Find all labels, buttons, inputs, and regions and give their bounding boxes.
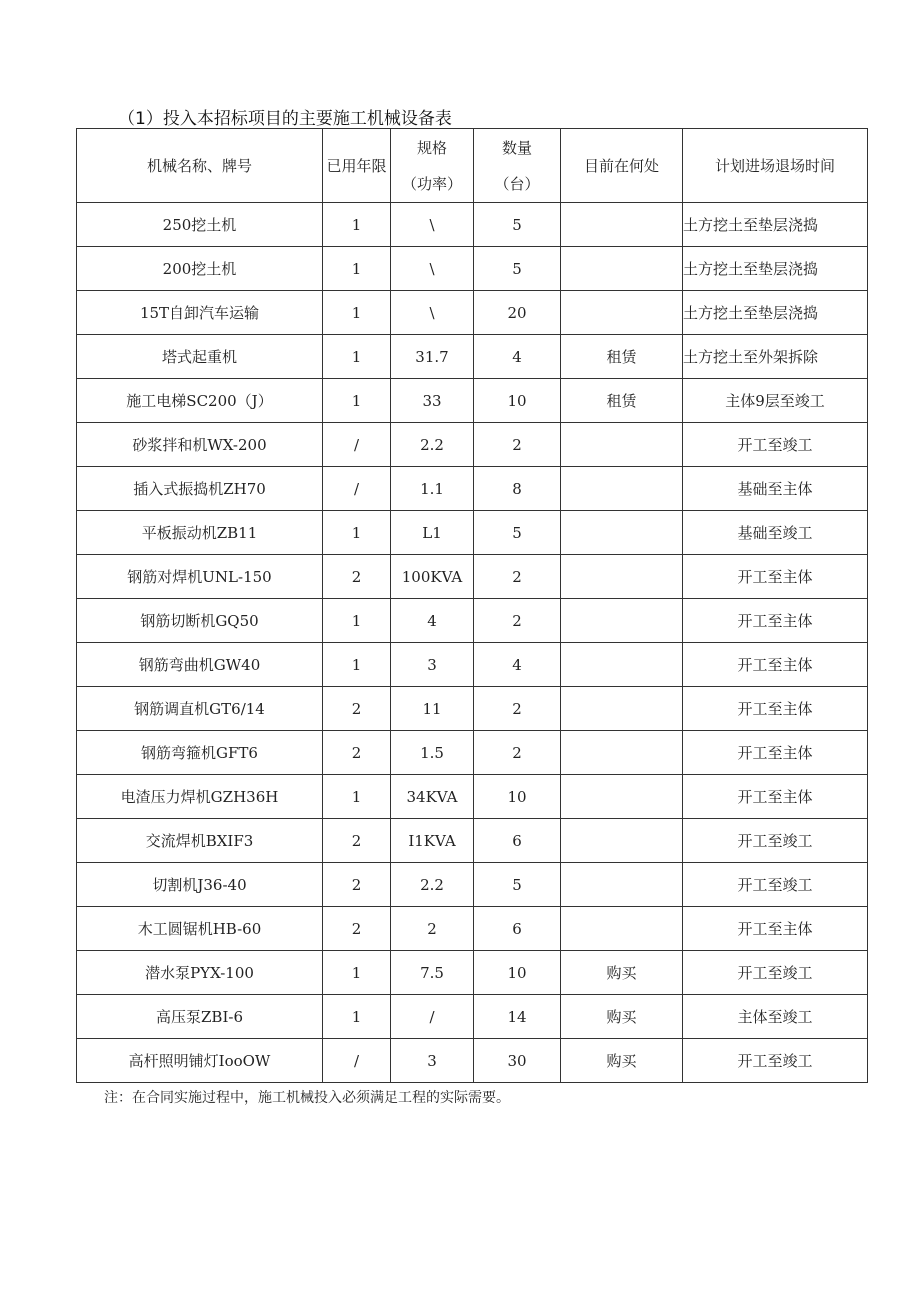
header-qty bbox=[474, 129, 561, 203]
cell-qty: 2 bbox=[474, 599, 561, 643]
cell-schedule: 开工至竣工 bbox=[683, 863, 868, 907]
cell-name: 插入式振捣机ZH70 bbox=[77, 467, 323, 511]
cell-spec: \ bbox=[391, 247, 474, 291]
cell-spec: 2 bbox=[391, 907, 474, 951]
cell-name: 15T自卸汽车运输 bbox=[77, 291, 323, 335]
cell-qty: 6 bbox=[474, 907, 561, 951]
table-row bbox=[77, 687, 868, 731]
cell-spec: 11 bbox=[391, 687, 474, 731]
cell-years: 2 bbox=[323, 907, 391, 951]
cell-spec: \ bbox=[391, 203, 474, 247]
cell-qty: 14 bbox=[474, 995, 561, 1039]
header-years: 已用年限 bbox=[323, 129, 391, 203]
cell-qty: 2 bbox=[474, 423, 561, 467]
table-row bbox=[77, 731, 868, 775]
cell-name: 高杆照明铺灯IooOW bbox=[77, 1039, 323, 1083]
cell-location: 租赁 bbox=[561, 335, 683, 379]
cell-spec: 33 bbox=[391, 379, 474, 423]
equipment-table bbox=[76, 128, 868, 1083]
cell-name: 钢筋弯箍机GFT6 bbox=[77, 731, 323, 775]
cell-name: 钢筋对焊机UNL-150 bbox=[77, 555, 323, 599]
cell-spec: 2.2 bbox=[391, 423, 474, 467]
cell-location bbox=[561, 863, 683, 907]
table-row bbox=[77, 819, 868, 863]
cell-years: 1 bbox=[323, 247, 391, 291]
cell-schedule: 开工至主体 bbox=[683, 775, 868, 819]
cell-location: 购买 bbox=[561, 1039, 683, 1083]
cell-name: 切割机J36-40 bbox=[77, 863, 323, 907]
cell-location: 购买 bbox=[561, 995, 683, 1039]
header-schedule: 计划进场退场时间 bbox=[683, 129, 868, 203]
cell-qty: 4 bbox=[474, 335, 561, 379]
cell-qty: 5 bbox=[474, 203, 561, 247]
cell-years: / bbox=[323, 423, 391, 467]
cell-years: 2 bbox=[323, 731, 391, 775]
header-location: 目前在何处 bbox=[561, 129, 683, 203]
cell-name: 交流焊机BXIF3 bbox=[77, 819, 323, 863]
cell-years: 2 bbox=[323, 555, 391, 599]
table-row bbox=[77, 907, 868, 951]
cell-spec: \ bbox=[391, 291, 474, 335]
table-row bbox=[77, 951, 868, 995]
cell-spec: 31.7 bbox=[391, 335, 474, 379]
cell-qty: 5 bbox=[474, 247, 561, 291]
cell-spec: 1.5 bbox=[391, 731, 474, 775]
cell-years: 2 bbox=[323, 819, 391, 863]
cell-location: 购买 bbox=[561, 951, 683, 995]
cell-spec: 2.2 bbox=[391, 863, 474, 907]
cell-location bbox=[561, 555, 683, 599]
header-spec bbox=[391, 129, 474, 203]
table-row bbox=[77, 423, 868, 467]
cell-name: 木工圆锯机HB-60 bbox=[77, 907, 323, 951]
table-row bbox=[77, 995, 868, 1039]
table-row bbox=[77, 467, 868, 511]
cell-location: 租赁 bbox=[561, 379, 683, 423]
cell-spec: 7.5 bbox=[391, 951, 474, 995]
cell-location bbox=[561, 203, 683, 247]
cell-spec: I1KVA bbox=[391, 819, 474, 863]
cell-years: 2 bbox=[323, 863, 391, 907]
cell-qty: 2 bbox=[474, 687, 561, 731]
cell-qty: 20 bbox=[474, 291, 561, 335]
cell-years: 1 bbox=[323, 951, 391, 995]
cell-qty: 10 bbox=[474, 951, 561, 995]
cell-name: 潜水泵PYX-100 bbox=[77, 951, 323, 995]
cell-name: 砂浆拌和机WX-200 bbox=[77, 423, 323, 467]
cell-schedule: 开工至主体 bbox=[683, 599, 868, 643]
table-row bbox=[77, 511, 868, 555]
cell-location bbox=[561, 775, 683, 819]
cell-schedule: 基础至主体 bbox=[683, 467, 868, 511]
cell-years: 1 bbox=[323, 775, 391, 819]
cell-qty: 10 bbox=[474, 379, 561, 423]
cell-name: 钢筋调直机GT6/14 bbox=[77, 687, 323, 731]
cell-years: 1 bbox=[323, 511, 391, 555]
cell-name: 200挖土机 bbox=[77, 247, 323, 291]
cell-location bbox=[561, 731, 683, 775]
table-row bbox=[77, 335, 868, 379]
cell-schedule: 开工至主体 bbox=[683, 687, 868, 731]
table-row bbox=[77, 203, 868, 247]
cell-schedule: 开工至主体 bbox=[683, 907, 868, 951]
cell-spec: 34KVA bbox=[391, 775, 474, 819]
cell-years: 2 bbox=[323, 687, 391, 731]
cell-spec: / bbox=[391, 995, 474, 1039]
header-qty-line2: （台） bbox=[494, 174, 540, 193]
table-row bbox=[77, 291, 868, 335]
cell-qty: 30 bbox=[474, 1039, 561, 1083]
header-name: 机械名称、牌号 bbox=[77, 129, 323, 203]
cell-name: 塔式起重机 bbox=[77, 335, 323, 379]
cell-years: 1 bbox=[323, 291, 391, 335]
cell-qty: 5 bbox=[474, 511, 561, 555]
cell-schedule: 开工至主体 bbox=[683, 731, 868, 775]
cell-name: 电渣压力焊机GZH36H bbox=[77, 775, 323, 819]
cell-location bbox=[561, 423, 683, 467]
cell-schedule: 土方挖土至垫层浇捣 bbox=[683, 247, 868, 291]
cell-name: 钢筋弯曲机GW40 bbox=[77, 643, 323, 687]
header-spec-line1: 规格 bbox=[416, 138, 447, 157]
cell-location bbox=[561, 467, 683, 511]
cell-location bbox=[561, 599, 683, 643]
table-row bbox=[77, 555, 868, 599]
cell-qty: 2 bbox=[474, 555, 561, 599]
cell-years: / bbox=[323, 1039, 391, 1083]
cell-schedule: 主体9层至竣工 bbox=[683, 379, 868, 423]
cell-name: 钢筋切断机GQ50 bbox=[77, 599, 323, 643]
header-qty-line1: 数量 bbox=[501, 138, 532, 157]
cell-years: 1 bbox=[323, 203, 391, 247]
cell-years: / bbox=[323, 467, 391, 511]
cell-name: 高压泵ZBI-6 bbox=[77, 995, 323, 1039]
header-row bbox=[77, 129, 868, 203]
cell-location bbox=[561, 819, 683, 863]
cell-spec: L1 bbox=[391, 511, 474, 555]
cell-qty: 4 bbox=[474, 643, 561, 687]
cell-spec: 1.1 bbox=[391, 467, 474, 511]
cell-location bbox=[561, 511, 683, 555]
table-title: （1）投入本招标项目的主要施工机械设备表 bbox=[118, 109, 452, 129]
cell-qty: 5 bbox=[474, 863, 561, 907]
cell-spec: 4 bbox=[391, 599, 474, 643]
cell-schedule: 土方挖土至垫层浇捣 bbox=[683, 291, 868, 335]
cell-qty: 8 bbox=[474, 467, 561, 511]
header-spec-line2: （功率） bbox=[401, 174, 462, 193]
cell-qty: 6 bbox=[474, 819, 561, 863]
cell-name: 施工电梯SC200（J） bbox=[77, 379, 323, 423]
cell-schedule: 开工至竣工 bbox=[683, 423, 868, 467]
cell-years: 1 bbox=[323, 599, 391, 643]
cell-schedule: 基础至竣工 bbox=[683, 511, 868, 555]
cell-location bbox=[561, 907, 683, 951]
table-row bbox=[77, 643, 868, 687]
table-row bbox=[77, 247, 868, 291]
cell-years: 1 bbox=[323, 995, 391, 1039]
cell-years: 1 bbox=[323, 643, 391, 687]
table-row bbox=[77, 863, 868, 907]
cell-schedule: 开工至竣工 bbox=[683, 951, 868, 995]
cell-schedule: 主体至竣工 bbox=[683, 995, 868, 1039]
cell-name: 平板振动机ZB11 bbox=[77, 511, 323, 555]
cell-name: 250挖土机 bbox=[77, 203, 323, 247]
cell-location bbox=[561, 643, 683, 687]
table-row bbox=[77, 775, 868, 819]
table-row bbox=[77, 599, 868, 643]
cell-location bbox=[561, 291, 683, 335]
cell-spec: 100KVA bbox=[391, 555, 474, 599]
cell-years: 1 bbox=[323, 379, 391, 423]
cell-qty: 10 bbox=[474, 775, 561, 819]
cell-schedule: 开工至主体 bbox=[683, 643, 868, 687]
cell-schedule: 开工至竣工 bbox=[683, 1039, 868, 1083]
cell-schedule: 土方挖土至外架拆除 bbox=[683, 335, 868, 379]
cell-location bbox=[561, 247, 683, 291]
cell-qty: 2 bbox=[474, 731, 561, 775]
table-row bbox=[77, 1039, 868, 1083]
table-row bbox=[77, 379, 868, 423]
cell-spec: 3 bbox=[391, 1039, 474, 1083]
cell-schedule: 土方挖土至垫层浇捣 bbox=[683, 203, 868, 247]
cell-years: 1 bbox=[323, 335, 391, 379]
footnote: 注：在合同实施过程中，施工机械投入必须满足工程的实际需要。 bbox=[104, 1090, 510, 1106]
cell-location bbox=[561, 687, 683, 731]
cell-schedule: 开工至竣工 bbox=[683, 819, 868, 863]
cell-schedule: 开工至主体 bbox=[683, 555, 868, 599]
cell-spec: 3 bbox=[391, 643, 474, 687]
